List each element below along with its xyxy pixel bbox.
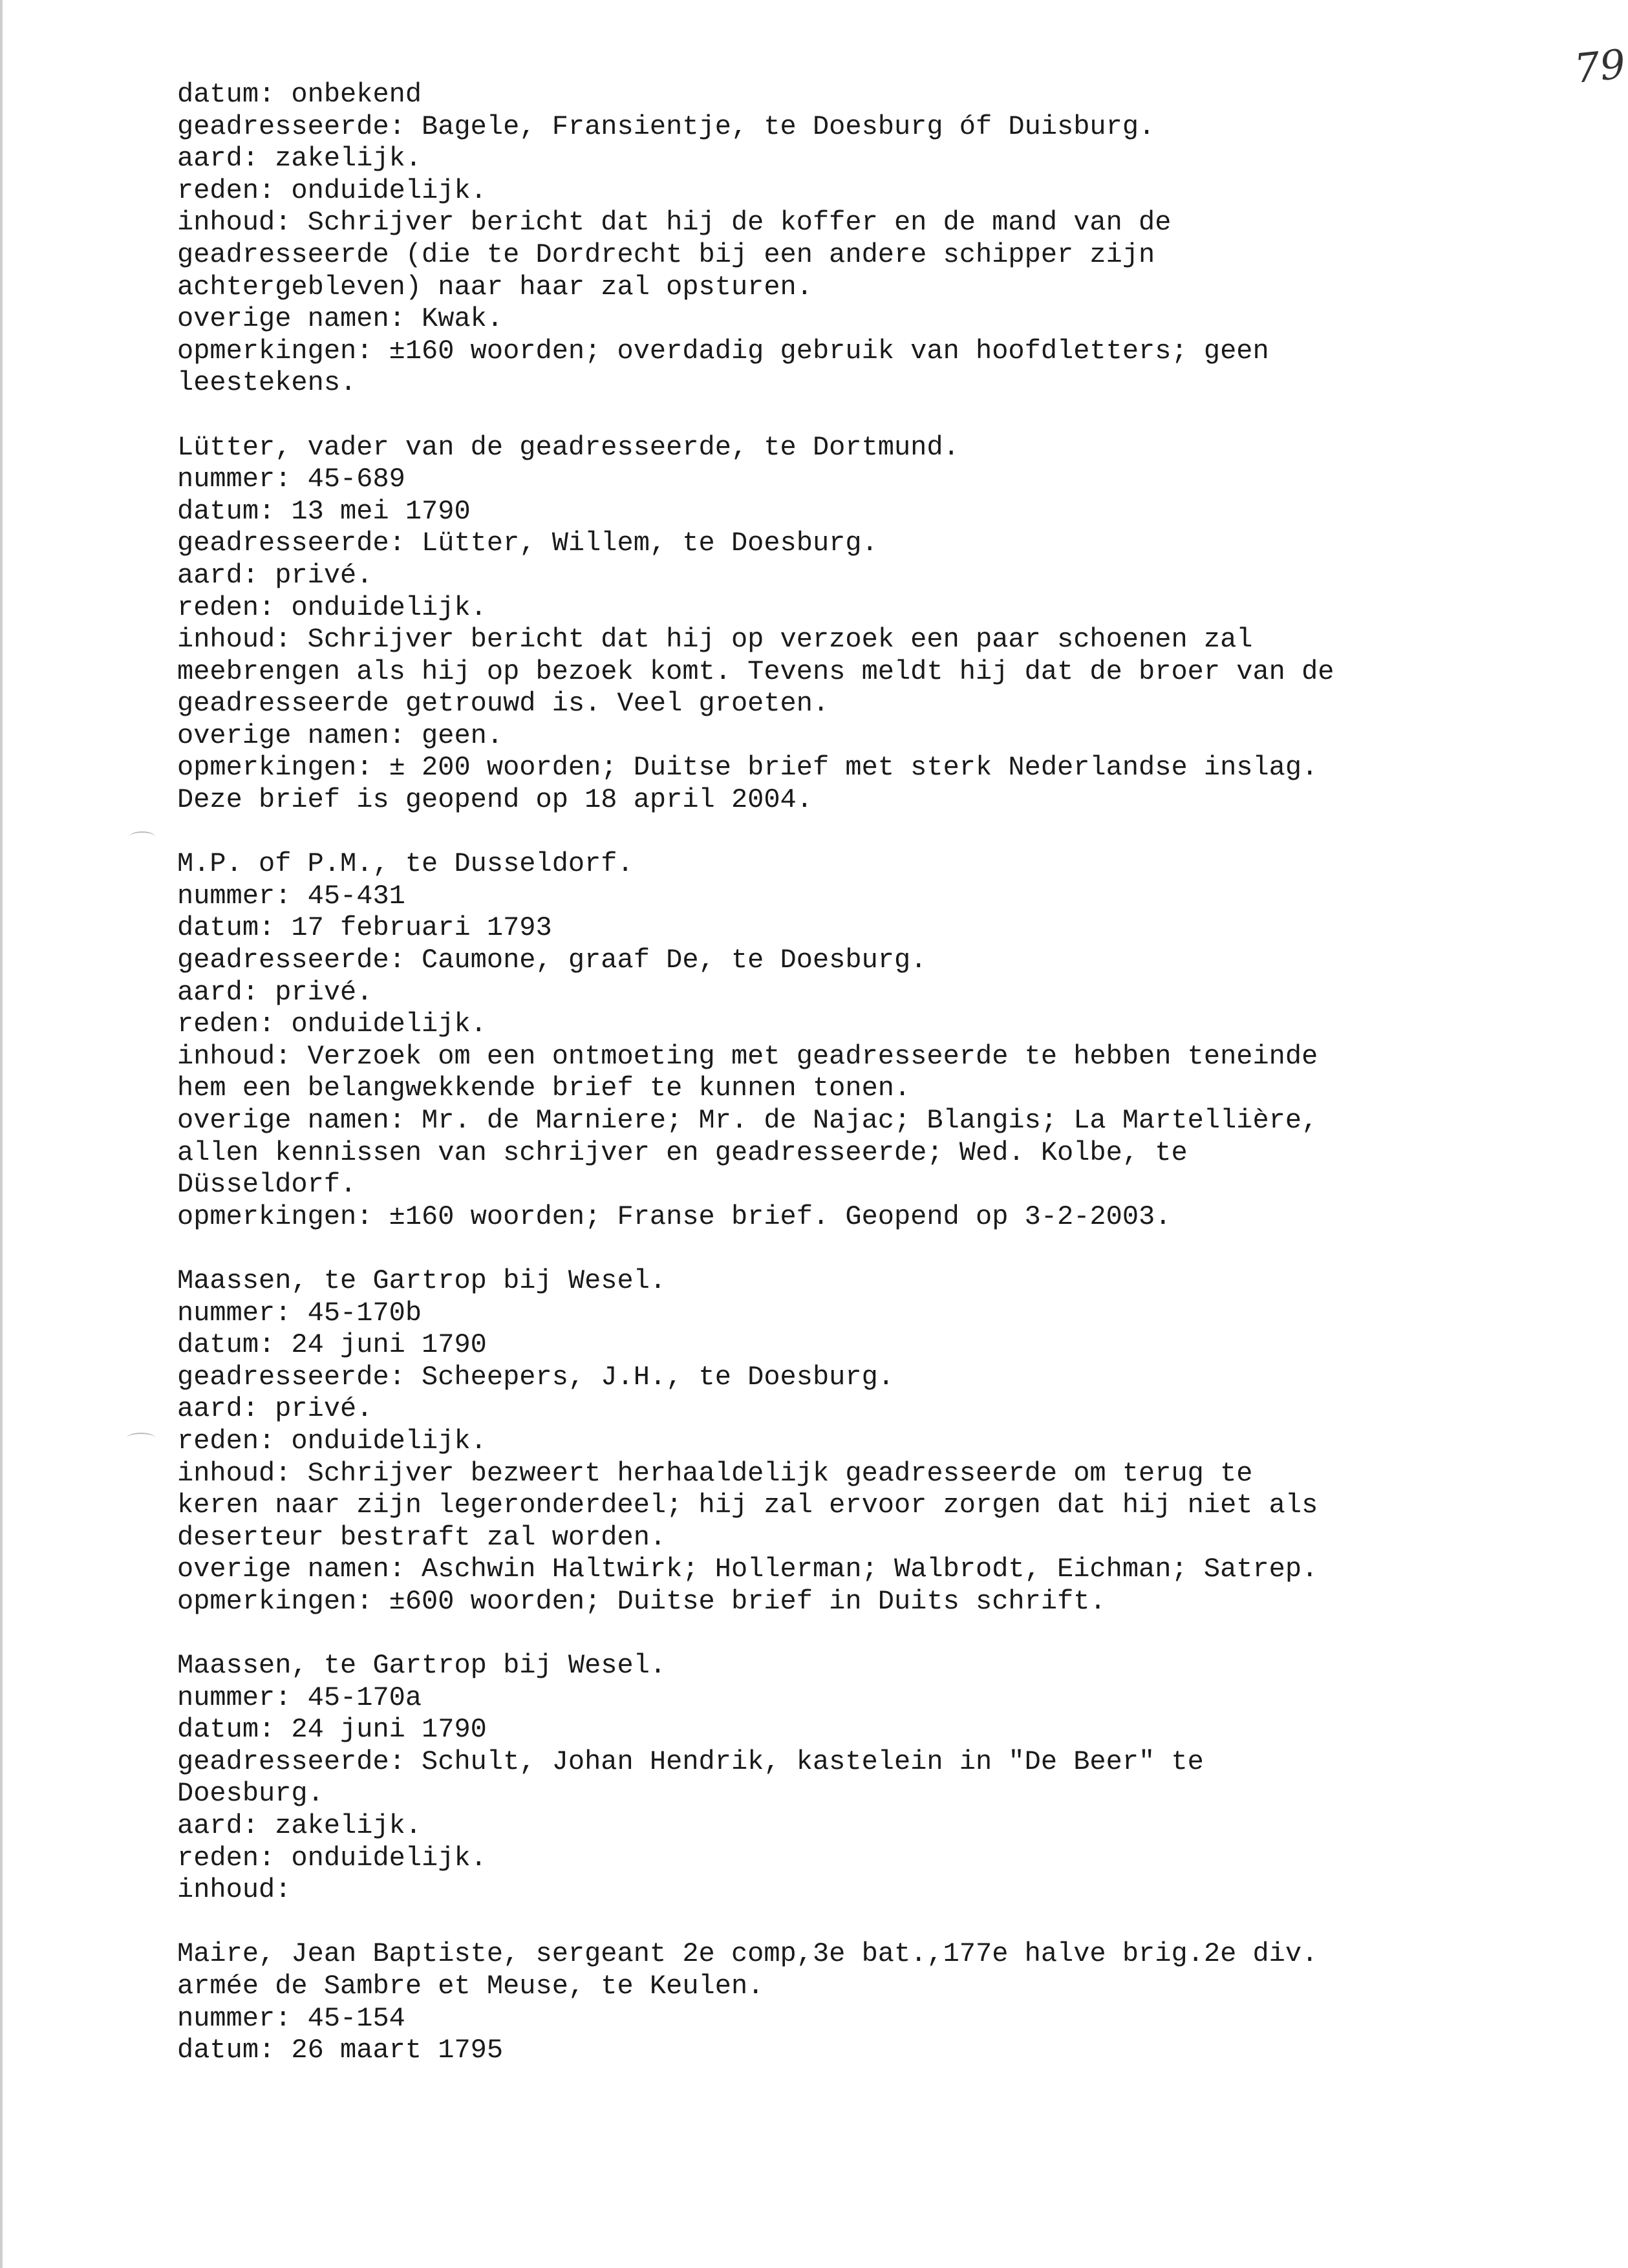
scan-mark bbox=[129, 831, 155, 842]
entry-line: nummer: 45-689 bbox=[177, 464, 405, 495]
entry-line: datum: 26 maart 1795 bbox=[177, 2035, 504, 2066]
entry-line: hem een belangwekkende brief te kunnen tonen. bbox=[177, 1073, 911, 1104]
entry-line: Maire, Jean Baptiste, sergeant 2e comp,3e bat.,177e halve brig.2e div. bbox=[177, 1938, 1318, 1970]
entry-line: overige namen: Mr. de Marniere; Mr. de Najac; Blangis; La Martellière, bbox=[177, 1105, 1318, 1136]
entry-line: opmerkingen: ±600 woorden; Duitse brief in Duits schrift. bbox=[177, 1585, 1106, 1617]
entry-separator bbox=[177, 1233, 1567, 1265]
entry-line: meebrengen als hij op bezoek komt. Tevens meldt hij dat de broer van de bbox=[177, 656, 1334, 687]
letter-entry bbox=[177, 79, 1567, 400]
entry-line: opmerkingen: ±160 woorden; overdadig gebruik van hoofdletters; geen bbox=[177, 335, 1269, 367]
entry-line: opmerkingen: ±160 woorden; Franse brief. Geopend op 3-2-2003. bbox=[177, 1201, 1172, 1232]
entry-line: geadresseerde: Scheepers, J.H., te Doesburg. bbox=[177, 1361, 894, 1393]
document-body bbox=[177, 79, 1567, 2067]
entry-line: overige namen: Aschwin Haltwirk; Hollerman; Walbrodt, Eichman; Satrep. bbox=[177, 1554, 1318, 1585]
entry-line: datum: 24 juni 1790 bbox=[177, 1329, 487, 1361]
entry-separator bbox=[177, 1618, 1567, 1651]
entry-line: allen kennissen van schrijver en geadresseerde; Wed. Kolbe, te bbox=[177, 1137, 1188, 1168]
entry-line: aard: privé. bbox=[177, 559, 373, 591]
entry-line: Lütter, vader van de geadresseerde, te Dortmund. bbox=[177, 431, 959, 463]
entry-line: aard: privé. bbox=[177, 976, 373, 1008]
scan-left-edge bbox=[0, 0, 3, 2268]
page-number: 79 bbox=[1572, 40, 1628, 92]
entry-line: Doesburg. bbox=[177, 1778, 324, 1810]
entry-line: datum: 13 mei 1790 bbox=[177, 495, 471, 527]
entry-line: aard: privé. bbox=[177, 1393, 373, 1425]
letter-entry bbox=[177, 1938, 1567, 2066]
entry-line: geadresseerde: Caumone, graaf De, te Doesburg. bbox=[177, 945, 927, 976]
entry-line: Maassen, te Gartrop bij Wesel. bbox=[177, 1650, 667, 1682]
entry-line: reden: onduidelijk. bbox=[177, 175, 487, 206]
entry-line: geadresseerde: Schult, Johan Hendrik, kastelein in "De Beer" te bbox=[177, 1746, 1204, 1777]
entry-line: nummer: 45-170a bbox=[177, 1682, 422, 1713]
entry-line: inhoud: Schrijver bezweert herhaaldelijk geadresseerde om terug te bbox=[177, 1457, 1253, 1489]
entry-line: inhoud: Schrijver bericht dat hij de koffer en de mand van de bbox=[177, 207, 1172, 239]
entry-line: nummer: 45-170b bbox=[177, 1297, 422, 1329]
entry-line: deserteur bestraft zal worden. bbox=[177, 1521, 667, 1553]
entry-line: reden: onduidelijk. bbox=[177, 592, 487, 623]
letter-entry bbox=[177, 848, 1567, 1233]
entry-line: achtergebleven) naar haar zal opsturen. bbox=[177, 271, 813, 303]
letter-entry bbox=[177, 432, 1567, 817]
entry-line: geadresseerde (die te Dordrecht bij een andere schipper zijn bbox=[177, 239, 1155, 270]
entry-line: datum: 24 juni 1790 bbox=[177, 1714, 487, 1746]
entry-line: keren naar zijn legeronderdeel; hij zal ervoor zorgen dat hij niet als bbox=[177, 1490, 1318, 1521]
entry-line: aard: zakelijk. bbox=[177, 143, 422, 175]
entry-line: opmerkingen: ± 200 woorden; Duitse brief met sterk Nederlandse inslag. bbox=[177, 752, 1318, 784]
entry-line: M.P. of P.M., te Dusseldorf. bbox=[177, 848, 634, 880]
entry-line: Maassen, te Gartrop bij Wesel. bbox=[177, 1265, 667, 1296]
entry-line: Düsseldorf. bbox=[177, 1169, 357, 1201]
entry-line: geadresseerde: Lütter, Willem, te Doesburg. bbox=[177, 528, 878, 559]
scan-mark bbox=[127, 1433, 155, 1443]
entry-line: inhoud: bbox=[177, 1874, 292, 1906]
entry-line: overige namen: geen. bbox=[177, 720, 504, 751]
entry-line: inhoud: Verzoek om een ontmoeting met geadresseerde te hebben teneinde bbox=[177, 1040, 1318, 1072]
entry-line: reden: onduidelijk. bbox=[177, 1842, 487, 1874]
entry-line: geadresseerde: Bagele, Fransientje, te Doesburg óf Duisburg. bbox=[177, 111, 1155, 142]
entry-line: leestekens. bbox=[177, 367, 357, 399]
entry-line: Deze brief is geopend op 18 april 2004. bbox=[177, 784, 813, 816]
entry-separator bbox=[177, 1907, 1567, 1939]
entry-line: reden: onduidelijk. bbox=[177, 1009, 487, 1040]
entry-line: nummer: 45-431 bbox=[177, 880, 405, 912]
entry-line: inhoud: Schrijver bericht dat hij op verzoek een paar schoenen zal bbox=[177, 624, 1253, 656]
letter-entry bbox=[177, 1265, 1567, 1618]
entry-separator bbox=[177, 400, 1567, 432]
entry-line: nummer: 45-154 bbox=[177, 2002, 405, 2034]
entry-line: datum: 17 februari 1793 bbox=[177, 912, 552, 944]
entry-line: armée de Sambre et Meuse, te Keulen. bbox=[177, 1971, 764, 2002]
entry-separator bbox=[177, 817, 1567, 849]
entry-line: datum: onbekend bbox=[177, 79, 422, 110]
entry-line: overige namen: Kwak. bbox=[177, 303, 504, 335]
entry-line: aard: zakelijk. bbox=[177, 1810, 422, 1842]
entry-line: reden: onduidelijk. bbox=[177, 1425, 487, 1457]
entry-line: geadresseerde getrouwd is. Veel groeten. bbox=[177, 688, 830, 720]
letter-entry bbox=[177, 1650, 1567, 1907]
